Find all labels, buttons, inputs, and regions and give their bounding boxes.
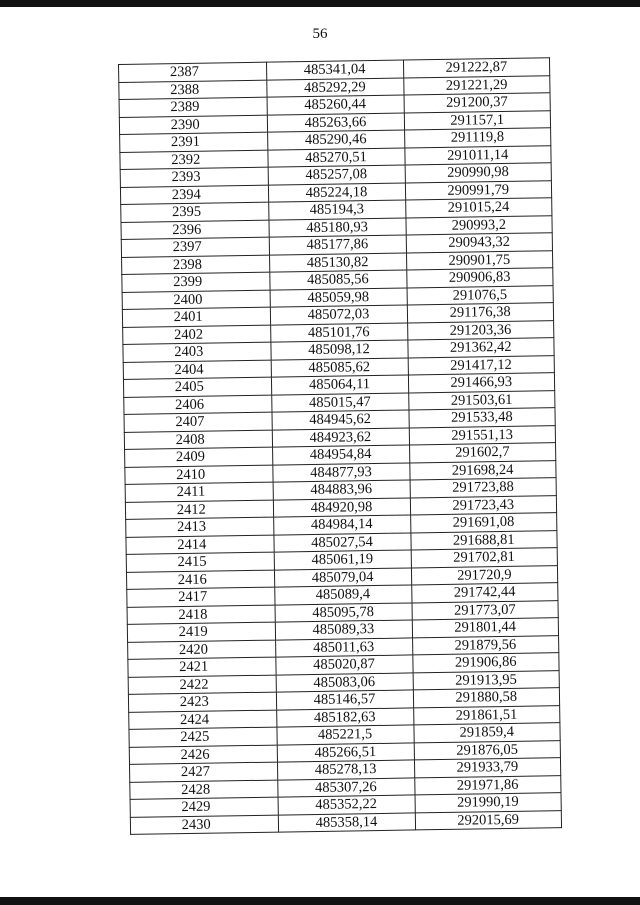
x-coordinate-cell: 485015,47 <box>271 392 408 412</box>
y-coordinate-cell: 291742,44 <box>411 583 558 603</box>
y-coordinate-cell: 291157,1 <box>404 110 551 130</box>
x-coordinate-cell: 485257,08 <box>268 165 405 185</box>
point-number-cell: 2396 <box>121 220 269 240</box>
y-coordinate-cell: 291698,24 <box>409 460 556 480</box>
point-number-cell: 2401 <box>122 307 270 327</box>
y-coordinate-cell: 291011,14 <box>404 145 551 165</box>
y-coordinate-cell: 291551,13 <box>409 425 556 445</box>
y-coordinate-cell: 291417,12 <box>408 355 555 375</box>
point-number-cell: 2408 <box>124 430 272 450</box>
y-coordinate-cell: 291971,86 <box>414 775 561 795</box>
x-coordinate-cell: 484954,84 <box>272 445 409 465</box>
x-coordinate-cell: 485221,5 <box>276 725 413 745</box>
x-coordinate-cell: 485266,51 <box>277 742 414 762</box>
y-coordinate-cell: 291203,36 <box>407 320 554 340</box>
point-number-cell: 2400 <box>122 290 270 310</box>
x-coordinate-cell: 485182,63 <box>276 707 413 727</box>
point-number-cell: 2406 <box>124 395 272 415</box>
x-coordinate-cell: 485027,54 <box>273 532 410 552</box>
x-coordinate-cell: 485292,29 <box>266 78 403 98</box>
point-number-cell: 2417 <box>127 587 275 607</box>
point-number-cell: 2391 <box>120 132 268 152</box>
point-number-cell: 2427 <box>130 762 278 782</box>
point-number-cell: 2420 <box>128 640 276 660</box>
y-coordinate-cell: 291880,58 <box>413 688 560 708</box>
point-number-cell: 2394 <box>120 185 268 205</box>
scan-bottom-edge <box>0 897 640 905</box>
point-number-cell: 2426 <box>129 745 277 765</box>
x-coordinate-cell: 485011,63 <box>275 637 412 657</box>
x-coordinate-cell: 485064,11 <box>271 375 408 395</box>
y-coordinate-cell: 291861,51 <box>413 705 560 725</box>
point-number-cell: 2416 <box>126 570 274 590</box>
point-number-cell: 2415 <box>126 552 274 572</box>
point-number-cell: 2398 <box>122 255 270 275</box>
point-number-cell: 2421 <box>128 657 276 677</box>
point-number-cell: 2403 <box>123 342 271 362</box>
y-coordinate-cell: 292015,69 <box>415 810 562 830</box>
x-coordinate-cell: 485085,56 <box>269 270 406 290</box>
point-number-cell: 2388 <box>119 80 267 100</box>
x-coordinate-cell: 485089,4 <box>274 585 411 605</box>
x-coordinate-cell: 485089,33 <box>275 620 412 640</box>
point-number-cell: 2422 <box>128 675 276 695</box>
point-number-cell: 2389 <box>119 97 267 117</box>
y-coordinate-cell: 291913,95 <box>413 670 560 690</box>
y-coordinate-cell: 291200,37 <box>404 93 551 113</box>
y-coordinate-cell: 291176,38 <box>407 303 554 323</box>
x-coordinate-cell: 485260,44 <box>267 95 404 115</box>
point-number-cell: 2429 <box>130 797 278 817</box>
y-coordinate-cell: 291222,87 <box>403 58 550 78</box>
coordinates-table <box>118 57 562 835</box>
point-number-cell: 2393 <box>120 167 268 187</box>
y-coordinate-cell: 291859,4 <box>413 723 560 743</box>
x-coordinate-cell: 484920,98 <box>273 497 410 517</box>
x-coordinate-cell: 485270,51 <box>267 148 404 168</box>
point-number-cell: 2392 <box>120 150 268 170</box>
point-number-cell: 2404 <box>123 360 271 380</box>
point-number-cell: 2387 <box>119 62 267 82</box>
point-number-cell: 2395 <box>121 202 269 222</box>
y-coordinate-cell: 291702,81 <box>411 548 558 568</box>
point-number-cell: 2397 <box>121 237 269 257</box>
x-coordinate-cell: 485352,22 <box>278 795 415 815</box>
x-coordinate-cell: 485224,18 <box>268 183 405 203</box>
x-coordinate-cell: 484984,14 <box>273 515 410 535</box>
y-coordinate-cell: 291876,05 <box>414 740 561 760</box>
y-coordinate-cell: 291221,29 <box>403 75 550 95</box>
x-coordinate-cell: 485358,14 <box>278 812 415 832</box>
y-coordinate-cell: 291933,79 <box>414 758 561 778</box>
y-coordinate-cell: 291691,08 <box>410 513 557 533</box>
x-coordinate-cell: 485180,93 <box>268 218 405 238</box>
y-coordinate-cell: 291503,61 <box>408 390 555 410</box>
x-coordinate-cell: 484877,93 <box>272 462 409 482</box>
y-coordinate-cell: 291723,43 <box>410 495 557 515</box>
page-number: 56 <box>312 26 328 42</box>
y-coordinate-cell: 290943,32 <box>406 233 553 253</box>
y-coordinate-cell: 291720,9 <box>411 565 558 585</box>
x-coordinate-cell: 485083,06 <box>276 672 413 692</box>
y-coordinate-cell: 290990,98 <box>405 163 552 183</box>
x-coordinate-cell: 485079,04 <box>274 567 411 587</box>
point-number-cell: 2410 <box>125 465 273 485</box>
x-coordinate-cell: 484883,96 <box>273 480 410 500</box>
x-coordinate-cell: 485085,62 <box>271 357 408 377</box>
point-number-cell: 2405 <box>123 377 271 397</box>
coordinates-table-body <box>119 58 562 835</box>
y-coordinate-cell: 291015,24 <box>405 198 552 218</box>
point-number-cell: 2399 <box>122 272 270 292</box>
y-coordinate-cell: 291723,88 <box>410 478 557 498</box>
x-coordinate-cell: 485059,98 <box>270 287 407 307</box>
point-number-cell: 2407 <box>124 412 272 432</box>
point-number-cell: 2414 <box>126 535 274 555</box>
x-coordinate-cell: 485278,13 <box>277 760 414 780</box>
x-coordinate-cell: 485095,78 <box>275 602 412 622</box>
y-coordinate-cell: 290993,2 <box>405 215 552 235</box>
point-number-cell: 2390 <box>119 115 267 135</box>
y-coordinate-cell: 291801,44 <box>412 618 559 638</box>
y-coordinate-cell: 291773,07 <box>411 600 558 620</box>
point-number-cell: 2409 <box>125 447 273 467</box>
point-number-cell: 2411 <box>125 482 273 502</box>
point-number-cell: 2412 <box>125 500 273 520</box>
point-number-cell: 2423 <box>128 692 276 712</box>
y-coordinate-cell: 291990,19 <box>415 793 562 813</box>
y-coordinate-cell: 290906,83 <box>406 268 553 288</box>
point-number-cell: 2402 <box>123 325 271 345</box>
y-coordinate-cell: 291119,8 <box>404 128 551 148</box>
x-coordinate-cell: 485290,46 <box>267 130 404 150</box>
point-number-cell: 2413 <box>126 517 274 537</box>
point-number-cell: 2418 <box>127 605 275 625</box>
point-number-cell: 2419 <box>127 622 275 642</box>
x-coordinate-cell: 485061,19 <box>274 550 411 570</box>
x-coordinate-cell: 485072,03 <box>270 305 407 325</box>
scan-top-edge <box>0 0 640 7</box>
x-coordinate-cell: 485177,86 <box>269 235 406 255</box>
x-coordinate-cell: 485130,82 <box>269 252 406 272</box>
point-number-cell: 2425 <box>129 727 277 747</box>
x-coordinate-cell: 485194,3 <box>268 200 405 220</box>
x-coordinate-cell: 485101,76 <box>270 322 407 342</box>
x-coordinate-cell: 485020,87 <box>275 655 412 675</box>
y-coordinate-cell: 290901,75 <box>406 250 553 270</box>
y-coordinate-cell: 291533,48 <box>408 408 555 428</box>
point-number-cell: 2430 <box>130 815 278 835</box>
y-coordinate-cell: 291879,56 <box>412 635 559 655</box>
y-coordinate-cell: 291906,86 <box>412 653 559 673</box>
y-coordinate-cell: 291076,5 <box>407 285 554 305</box>
y-coordinate-cell: 290991,79 <box>405 180 552 200</box>
point-number-cell: 2428 <box>130 780 278 800</box>
x-coordinate-cell: 485146,57 <box>276 690 413 710</box>
x-coordinate-cell: 485098,12 <box>270 340 407 360</box>
x-coordinate-cell: 484923,62 <box>272 427 409 447</box>
y-coordinate-cell: 291602,7 <box>409 443 556 463</box>
x-coordinate-cell: 485307,26 <box>277 777 414 797</box>
y-coordinate-cell: 291362,42 <box>407 338 554 358</box>
y-coordinate-cell: 291466,93 <box>408 373 555 393</box>
point-number-cell: 2424 <box>129 710 277 730</box>
x-coordinate-cell: 485263,66 <box>267 113 404 133</box>
x-coordinate-cell: 484945,62 <box>272 410 409 430</box>
x-coordinate-cell: 485341,04 <box>266 60 403 80</box>
y-coordinate-cell: 291688,81 <box>410 530 557 550</box>
